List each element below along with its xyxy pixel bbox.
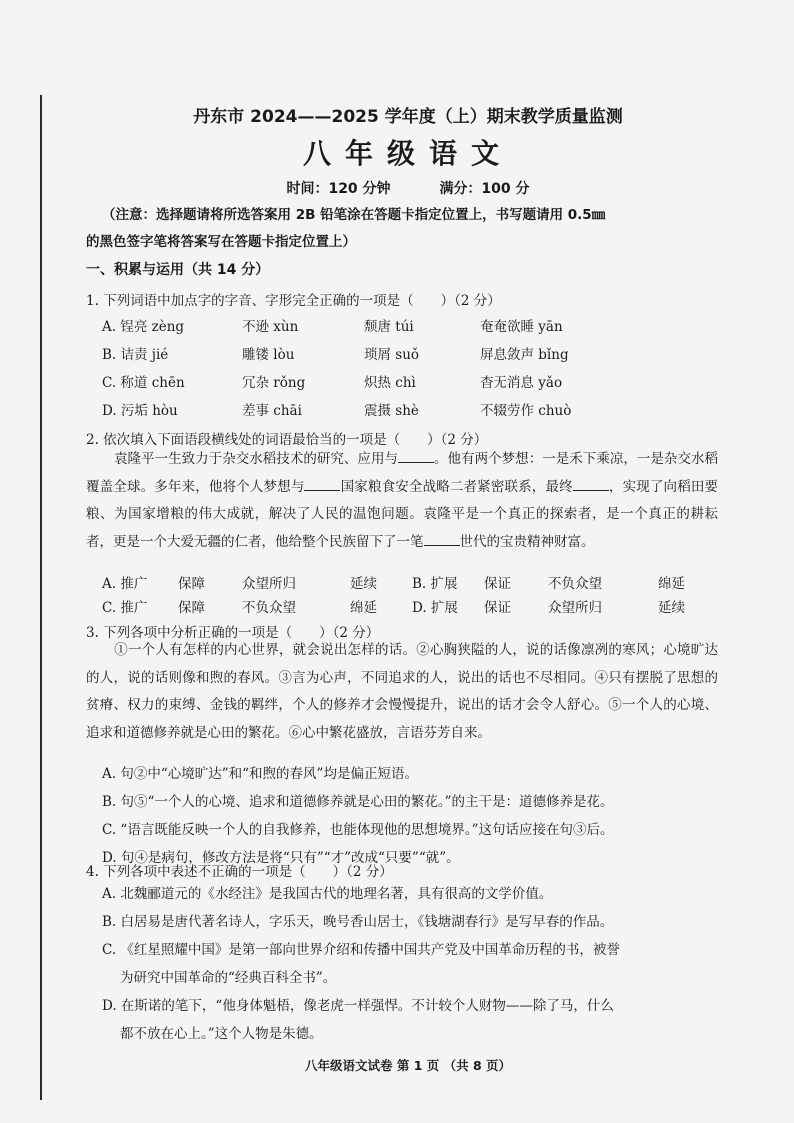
q2-b-3: 不负众望 bbox=[548, 576, 602, 592]
q1-d-4: 不辍劳作 chuò bbox=[480, 403, 572, 419]
q2-text-4: ，实现了向稻田要粮、为国家增粮的伟大成就，解决了人民的温饱问题。袁隆平是一个真正的探索者，是一个真正的耕耘者，更是一个大爱无疆的仁者，他给整个民族留下了一笔 bbox=[86, 478, 719, 550]
q2-a-1: A. 推广 bbox=[102, 576, 148, 592]
q1-b-4: 屏息敛声 bǐng bbox=[480, 347, 569, 363]
exam-notice bbox=[86, 202, 726, 256]
notice-line-1: （注意：选择题请将所选答案用 2B 铅笔涂在答题卡指定位置上，书写题请用 0.5㎜ bbox=[102, 207, 606, 223]
q4-option-b: B. 白居易是唐代著名诗人，字乐天，晚号香山居士，《钱塘湖春行》是写早春的作品。 bbox=[102, 914, 614, 930]
q1-a-1: A. 锃亮 zèng bbox=[102, 319, 185, 335]
q1-b-1: B. 诘责 jié bbox=[102, 347, 169, 363]
q4-options bbox=[102, 880, 722, 1048]
q1-b-2: 雕镂 lòu bbox=[242, 347, 295, 363]
exam-meta bbox=[88, 178, 728, 198]
q1-d-3: 震摄 shè bbox=[364, 403, 419, 419]
q2-passage bbox=[86, 446, 718, 556]
q2-c-1: C. 推广 bbox=[102, 600, 148, 616]
q4-option-c-line1: C. 《红星照耀中国》是第一部向世界介绍和传播中国共产党及中国革命历程的书，被誉 bbox=[102, 942, 620, 958]
q2-text-3: 国家粮食安全战略二者紧密联系，最终 bbox=[340, 478, 573, 495]
q1-a-4: 奄奄欲睡 yān bbox=[480, 319, 563, 335]
q1-a-3: 颓唐 túi bbox=[364, 319, 414, 335]
section-heading: 一、积累与运用（共 14 分） bbox=[86, 262, 270, 278]
q3-options bbox=[102, 760, 722, 872]
q2-blank-2 bbox=[304, 478, 340, 491]
q2-d-2: 保证 bbox=[484, 600, 511, 616]
q2-d-3: 众望所归 bbox=[548, 600, 602, 616]
q2-a-2: 保障 bbox=[178, 576, 205, 592]
exam-title: 丹东市 2024——2025 学年度（上）期末教学质量监测 bbox=[193, 107, 623, 127]
binding-margin-line bbox=[40, 95, 42, 1100]
q3-option-d: D. 句④是病句，修改方法是将“只有”“才”改成“只要”“就”。 bbox=[102, 850, 460, 866]
q1-b-3: 琐屑 suǒ bbox=[364, 347, 420, 363]
notice-line-2: 的黑色签字笔将答案写在答题卡指定位置上） bbox=[86, 234, 356, 250]
q1-d-1: D. 污垢 hòu bbox=[102, 403, 178, 419]
q2-a-4: 延续 bbox=[350, 576, 377, 592]
q2-d-1: D. 扩展 bbox=[412, 600, 458, 616]
q4-option-d-line1: D. 在斯诺的笔下，“他身体魁梧，像老虎一样强悍。不计较个人财物——除了马，什么 bbox=[102, 998, 614, 1014]
q2-blank-1 bbox=[398, 450, 434, 463]
q2-blank-4 bbox=[424, 533, 460, 546]
q2-b-2: 保证 bbox=[484, 576, 511, 592]
q1-c-2: 冗杂 rǒng bbox=[242, 375, 306, 391]
subject-title: 八年级语文 bbox=[302, 137, 513, 170]
time-limit: 时间：120 分钟 bbox=[286, 181, 391, 197]
full-score: 满分：100 分 bbox=[439, 181, 530, 197]
q2-c-3: 不负众望 bbox=[242, 600, 296, 616]
q3-passage-text: ①一个人有怎样的内心世界，就会说出怎样的话。②心胸狭隘的人，说的话像凛冽的寒风；心境旷达的人，说的话则像和煦的春风。③言为心声，不同追求的人，说出的话也不尽相同。④只有摆脱了思想的贫瘠、权力的束缚、金钱的羁绊，个人的修养才会慢慢提升，说出的话才会令人舒心。⑤一个人的心境、追求和道德修养就是心田的繁花。⑥心中繁花盛放，言语芬芳自来。 bbox=[86, 642, 718, 741]
q2-c-4: 绵延 bbox=[350, 600, 377, 616]
q2-text-2: 。他有两个梦想：一是禾下乘凉，一是杂交水稻覆盖全球。多年来，他将个人梦想与 bbox=[86, 451, 719, 495]
q2-text-1: 袁隆平一生致力于杂交水稻技术的研究、应用与 bbox=[114, 451, 399, 467]
page-footer: 八年级语文试卷 第 1 页 （共 8 页） bbox=[304, 1058, 511, 1073]
question-3-stem: 3. 下列各项中分析正确的一项是（ ）（2 分） bbox=[86, 625, 380, 641]
q3-option-c: C. “语言既能反映一个人的自我修养，也能体现他的思想境界。”这句话应接在句③后。 bbox=[102, 822, 614, 838]
q2-a-3: 众望所归 bbox=[242, 576, 296, 592]
q2-b-4: 绵延 bbox=[658, 576, 685, 592]
q2-blank-3 bbox=[573, 478, 609, 491]
question-2-stem: 2. 依次填入下面语段横线处的词语最恰当的一项是（ ）（2 分） bbox=[86, 432, 488, 448]
q1-a-2: 不逊 xùn bbox=[242, 319, 299, 335]
q1-c-1: C. 称道 chēn bbox=[102, 375, 185, 391]
q2-c-2: 保障 bbox=[178, 600, 205, 616]
q1-c-3: 炽热 chì bbox=[364, 375, 416, 391]
q3-option-a: A. 句②中“心境旷达”和“和煦的春风”均是偏正短语。 bbox=[102, 766, 418, 782]
q1-d-2: 差事 chāi bbox=[242, 403, 302, 419]
question-1-stem: 1. 下列词语中加点字的字音、字形完全正确的一项是（ ）（2 分） bbox=[86, 293, 501, 309]
question-4-stem: 4. 下列各项中表述不正确的一项是（ ）（2 分） bbox=[86, 864, 393, 880]
q2-d-4: 延续 bbox=[658, 600, 685, 616]
q1-c-4: 杳无消息 yǎo bbox=[480, 375, 563, 391]
q3-passage bbox=[86, 637, 718, 747]
q2-b-1: B. 扩展 bbox=[412, 576, 458, 592]
q2-text-5: 世代的宝贵精神财富。 bbox=[459, 533, 595, 550]
q3-option-b: B. 句⑤“一个人的心境、追求和道德修养就是心田的繁花。”的主干是：道德修养是花。 bbox=[102, 794, 614, 810]
q4-option-c-line2: 为研究中国革命的“经典百科全书”。 bbox=[120, 970, 337, 986]
q4-option-a: A. 北魏郦道元的《水经注》是我国古代的地理名著，具有很高的文学价值。 bbox=[102, 886, 553, 902]
q4-option-d-line2: 都不放在心上。”这个人物是朱德。 bbox=[120, 1026, 323, 1042]
